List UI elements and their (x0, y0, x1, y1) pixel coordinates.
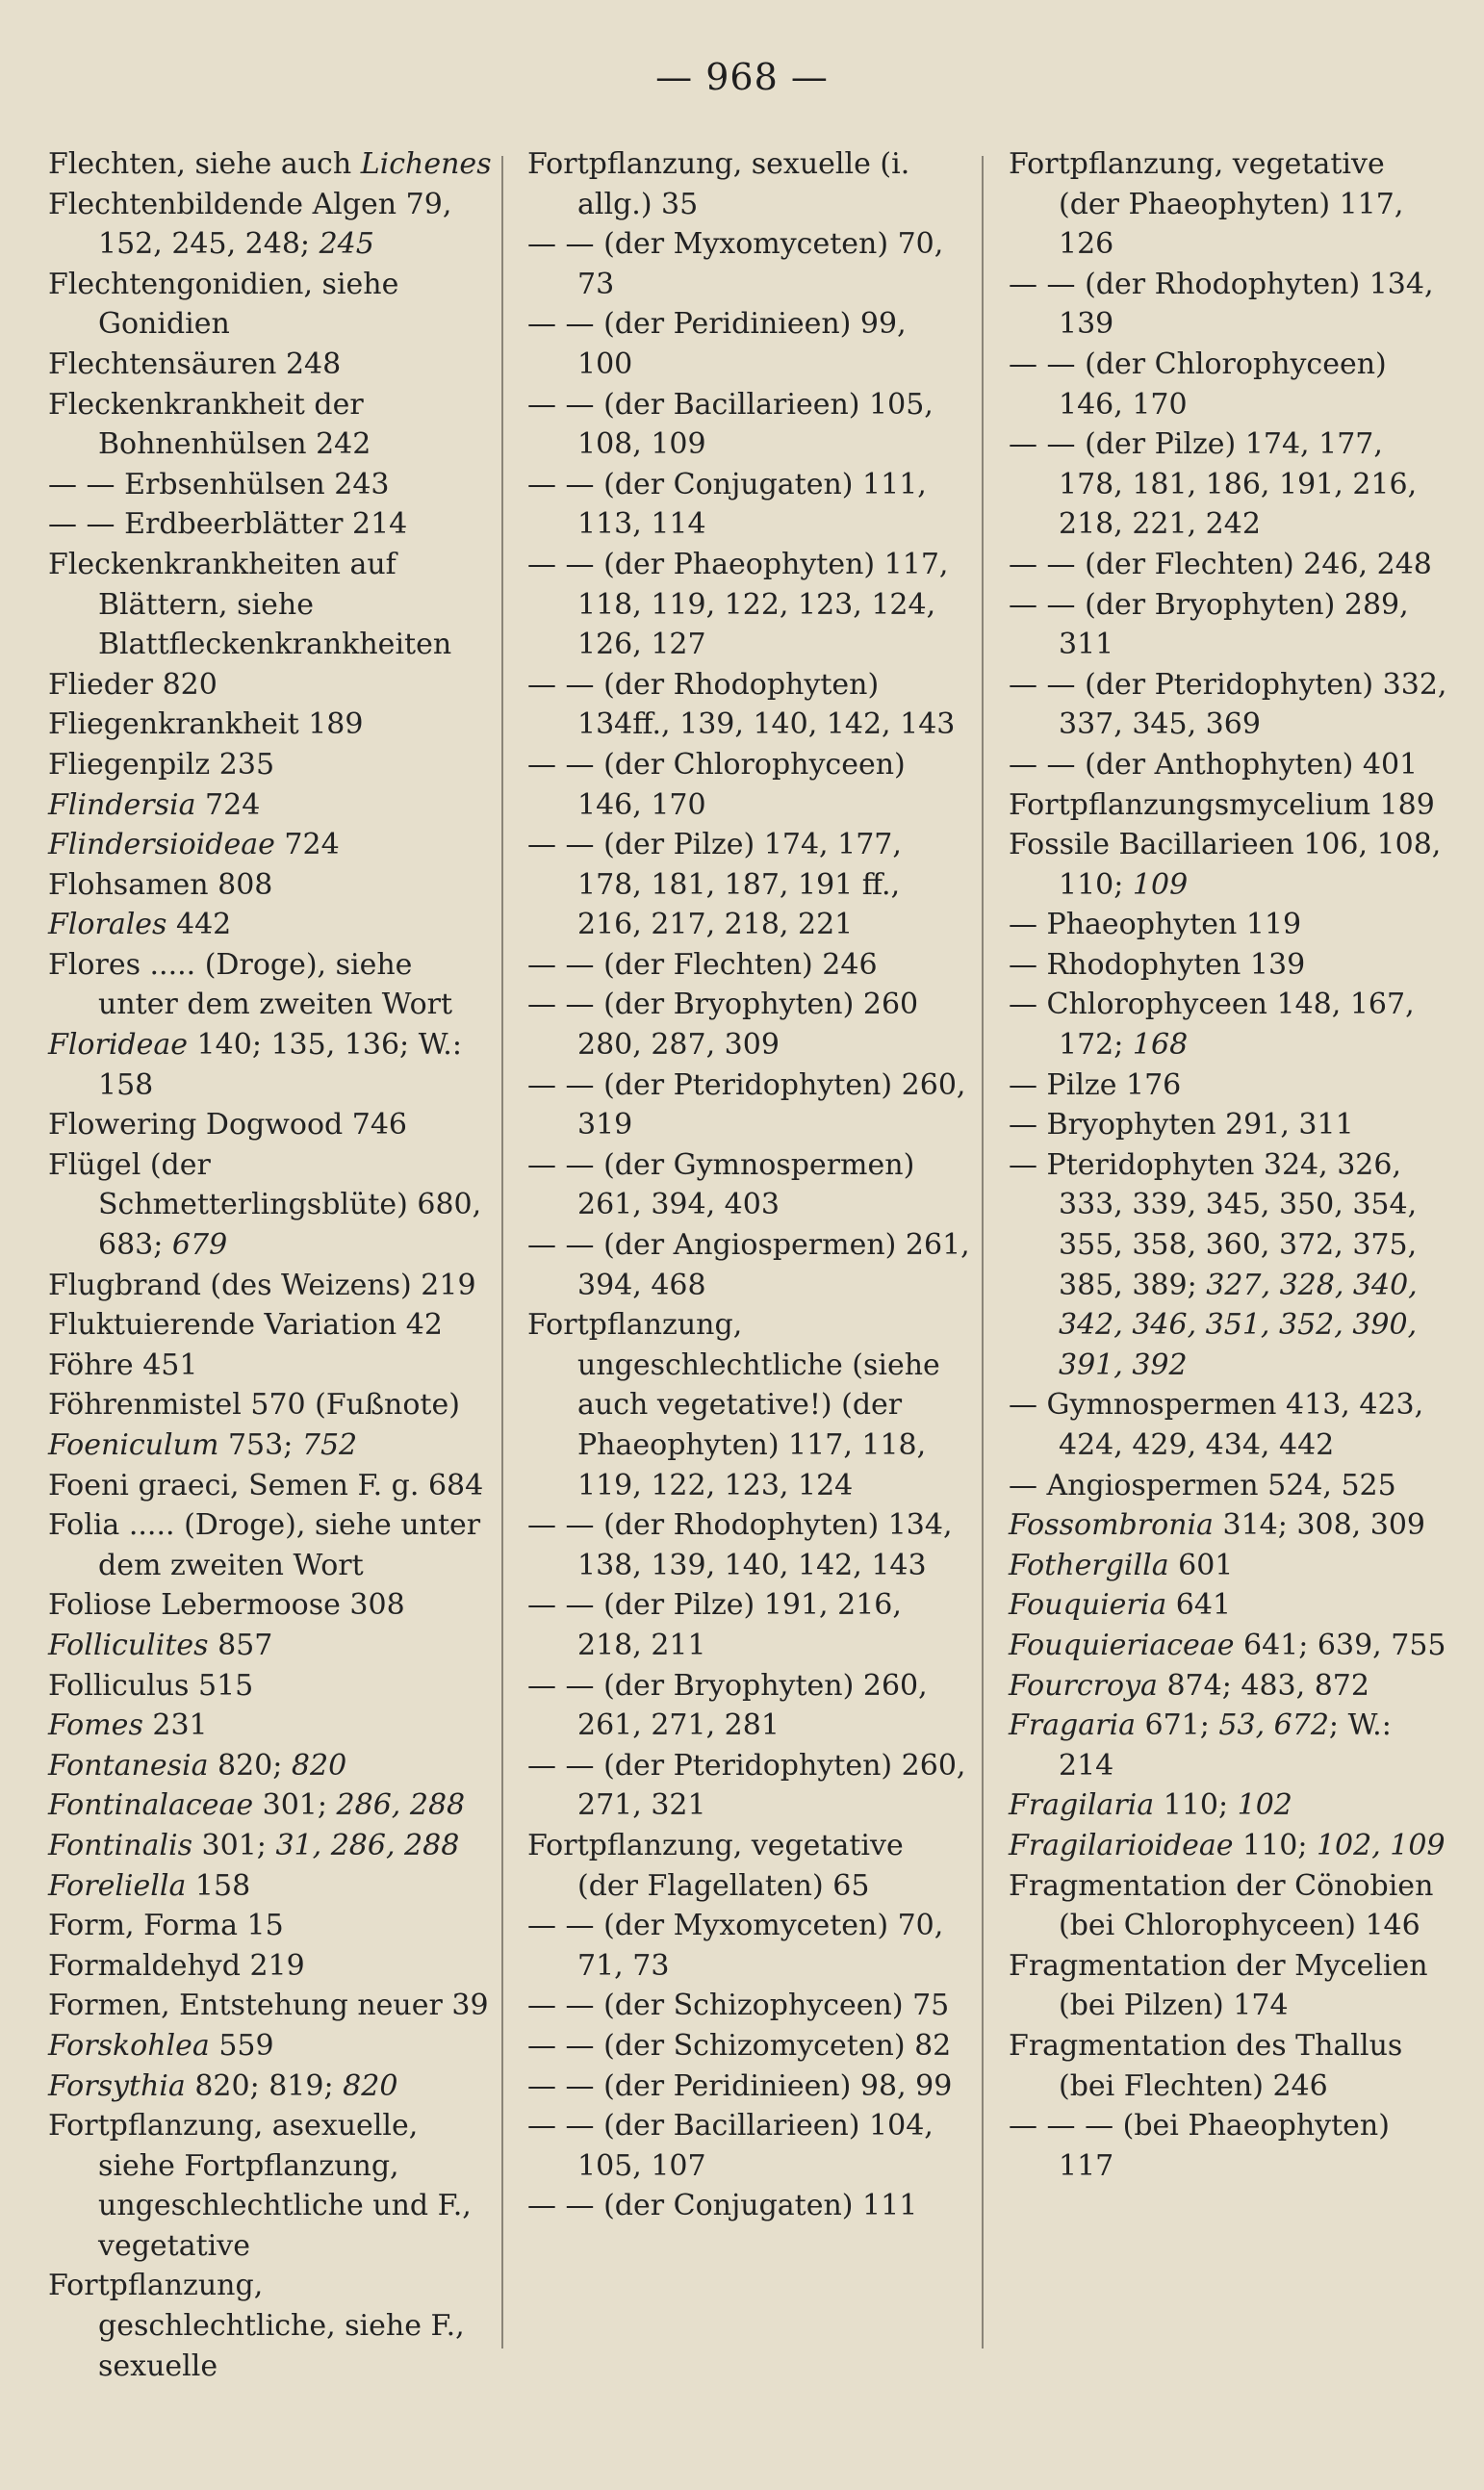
index-entry (48, 2026, 493, 2066)
entry-text: Fragmentation des Thallus (bei Flechten) 246 (1009, 2028, 1403, 2103)
index-entry (527, 1065, 970, 1145)
index-entry (48, 385, 493, 465)
index-entry (527, 985, 970, 1065)
entry-text: Föhrenmistel 570 (Fußnote) (48, 1388, 460, 1423)
index-entry (1009, 1385, 1451, 1465)
entry-text: — — (der Bryophyten) 260, 261, 271, 281 (527, 1668, 928, 1743)
entry-text: — — (der Conjugaten) 111 (527, 2189, 918, 2223)
entry-text: — — (der Flechten) 246, 248 (1009, 547, 1432, 581)
index-entry (527, 2106, 970, 2186)
entry-text: Form, Forma 15 (48, 1909, 284, 1943)
entry-text: Fliegenpilz 235 (48, 747, 275, 782)
entry-text: — — (der Rhodophyten) 134, 139 (1009, 267, 1434, 342)
index-entry (1009, 1826, 1451, 1866)
index-entry (48, 2106, 493, 2266)
index-entry (48, 1305, 493, 1346)
index-entry (1009, 424, 1451, 545)
entry-italic-text: 327, 328, 340, 342, 346, 351, 352, 390, 391, 392 (1059, 1268, 1418, 1382)
index-entry (1009, 1105, 1451, 1145)
entry-text: — — (der Pilze) 174, 177, 178, 181, 186, 191, 216, 218, 221, 242 (1009, 427, 1418, 542)
entry-text: Fluktuierende Variation 42 (48, 1308, 443, 1343)
index-entry (527, 304, 970, 384)
entry-text: — — (der Pteridophyten) 260, 319 (527, 1067, 966, 1142)
index-entry (1009, 585, 1451, 665)
entry-text: — — (der Anthophyten) 401 (1009, 747, 1419, 782)
index-entry (48, 545, 493, 665)
entry-text: 874; 483, 872 (1157, 1668, 1369, 1703)
entry-text: 671; (1135, 1708, 1219, 1743)
index-entry (1009, 1866, 1451, 1946)
index-entry (1009, 825, 1451, 905)
index-column-2 (527, 144, 970, 2226)
index-entry (1009, 1706, 1451, 1785)
index-entry (48, 1785, 493, 1826)
index-column-1 (48, 144, 493, 2386)
entry-text: Fortpflanzung, vegetative (der Phaeophyten) 117, 126 (1009, 147, 1404, 262)
entry-text: Foliose Lebermoose 308 (48, 1588, 405, 1623)
index-entry (527, 1145, 970, 1225)
entry-text: Flügel (der Schmetterlingsblüte) 680, 683; (48, 1147, 482, 1263)
entry-text: Flugbrand (des Weizens) 219 (48, 1268, 476, 1302)
entry-text: — — (der Bacillarieen) 104, 105, 107 (527, 2109, 934, 2183)
index-entry (48, 865, 493, 906)
entry-italic-text: 102 (1237, 1788, 1292, 1823)
entry-text: — Rhodophyten 139 (1009, 947, 1306, 982)
entry-text: Flores ..... (Droge), siehe unter dem zweiten Wort (48, 947, 453, 1022)
column-divider-right (982, 156, 984, 2349)
index-entry (1009, 985, 1451, 1065)
index-column-3 (1009, 144, 1451, 2186)
entry-text: — — (der Bryophyten) 260 280, 287, 309 (527, 988, 919, 1063)
entry-text: — Phaeophyten 119 (1009, 908, 1302, 942)
entry-italic-text: 679 (171, 1228, 228, 1263)
entry-text: Fortpflanzungsmycelium 189 (1009, 787, 1435, 822)
index-entry (48, 345, 493, 385)
entry-italic-text: 245 (319, 227, 374, 262)
entry-text: Flechtensäuren 248 (48, 347, 342, 381)
entry-italic-text: 53, 672 (1218, 1708, 1329, 1743)
entry-text: Fortpflanzung, ungeschlechtliche (siehe auch vegetative!) (der Phaeophyten) 117, 118, 119, 122, 123, 124 (527, 1308, 940, 1502)
entry-text: Folia ..... (Droge), siehe unter dem zweiten Wort (48, 1508, 481, 1582)
entry-text: — — (der Myxomyceten) 70, 73 (527, 227, 944, 301)
entry-text: — — (der Peridinieen) 99, 100 (527, 307, 907, 381)
index-entry (527, 1986, 970, 2026)
entry-text: — Pteridophyten 324, 326, 333, 339, 345, 350, 354, 355, 358, 360, 372, 375, 385, 389; (1009, 1147, 1418, 1302)
index-entry (527, 1826, 970, 1906)
index-entry (1009, 1946, 1451, 2026)
entry-text: 559 (209, 2028, 274, 2063)
index-entry (527, 945, 970, 986)
index-entry (48, 1746, 493, 1786)
index-entry (48, 665, 493, 706)
entry-text: 857 (208, 1628, 273, 1662)
index-entry (48, 1946, 493, 1987)
index-entry (1009, 1145, 1451, 1386)
entry-text: Fortpflanzung, asexuelle, siehe Fortpflanzung, ungeschlechtliche und F., vegetative (48, 2109, 472, 2263)
entry-italic-text: Fourcroya (1009, 1668, 1158, 1703)
column-divider-left (501, 156, 503, 2349)
entry-text: 110; (1154, 1788, 1238, 1823)
index-entry (48, 1666, 493, 1707)
entry-text: — — (der Bacillarieen) 105, 108, 109 (527, 387, 934, 462)
entry-text: Flechtenbildende Algen 79, 152, 245, 248; (48, 187, 452, 262)
entry-text: Fragmentation der Cönobien (bei Chlorophyceen) 146 (1009, 1868, 1434, 1943)
entry-text: 158 (186, 1868, 251, 1903)
entry-text: Fragmentation der Mycelien (bei Pilzen) 174 (1009, 1948, 1428, 2023)
index-entry (48, 745, 493, 785)
entry-text: — — (der Rhodophyten) 134, 138, 139, 140, 142, 143 (527, 1508, 953, 1582)
entry-text: — — (der Bryophyten) 289, 311 (1009, 587, 1409, 662)
entry-italic-text: Fontinalaceae (48, 1788, 254, 1823)
entry-text: 820; (208, 1748, 292, 1783)
index-entry (48, 785, 493, 826)
index-entry (527, 545, 970, 665)
entry-italic-text: 102, 109 (1316, 1828, 1446, 1862)
index-entry (48, 1505, 493, 1585)
entry-text: — — (der Pteridophyten) 260, 271, 321 (527, 1748, 966, 1823)
index-entry (527, 385, 970, 465)
entry-text: 110; (1233, 1828, 1317, 1862)
index-entry (527, 1585, 970, 1665)
entry-italic-text: Flindersioideae (48, 828, 275, 862)
index-entry (527, 144, 970, 224)
index-entry (1009, 1505, 1451, 1546)
index-entry (1009, 1585, 1451, 1626)
index-entry (48, 504, 493, 545)
entry-italic-text: 168 (1132, 1028, 1189, 1063)
index-entry (1009, 1546, 1451, 1586)
entry-text: Formaldehyd 219 (48, 1948, 305, 1983)
entry-italic-text: Fouquieria (1009, 1588, 1167, 1623)
entry-text: 140; 135, 136; W.: 158 (98, 1028, 462, 1102)
entry-text: Fortpflanzung, sexuelle (i. allg.) 35 (527, 147, 910, 221)
index-entry (1009, 905, 1451, 945)
index-entry (48, 1105, 493, 1145)
entry-text: Fleckenkrankheit der Bohnenhülsen 242 (48, 387, 371, 462)
index-entry (48, 1986, 493, 2026)
entry-text: Flieder 820 (48, 667, 217, 702)
index-entry (1009, 2026, 1451, 2106)
index-entry (48, 144, 493, 185)
entry-text: — — Erdbeerblätter 214 (48, 507, 408, 542)
index-entry (48, 1025, 493, 1105)
index-entry (527, 1906, 970, 1986)
entry-text: Flowering Dogwood 746 (48, 1108, 408, 1142)
entry-text: 641 (1166, 1588, 1232, 1623)
index-entry (1009, 144, 1451, 265)
index-entry (527, 465, 970, 545)
entry-italic-text: Fontanesia (48, 1748, 209, 1783)
entry-text: — — (der Chlorophyceen) 146, 170 (1009, 347, 1387, 422)
index-entry (1009, 945, 1451, 986)
index-entry (1009, 745, 1451, 785)
entry-italic-text: Fouquieriaceae (1009, 1628, 1235, 1662)
entry-text: — — (der Chlorophyceen) 146, 170 (527, 747, 906, 822)
entry-italic-text: Fragaria (1009, 1708, 1136, 1743)
entry-italic-text: Fontinalis (48, 1828, 192, 1862)
index-entry (1009, 1666, 1451, 1707)
entry-italic-text: Florideae (48, 1028, 189, 1063)
index-entry (527, 2186, 970, 2226)
entry-text: — — (der Schizophyceen) 75 (527, 1989, 950, 2023)
entry-italic-text: Foeniculum (48, 1428, 219, 1462)
entry-text: — — — (bei Phaeophyten) 117 (1009, 2109, 1390, 2183)
entry-text: Flechten, siehe auch (48, 147, 361, 181)
entry-text: — Bryophyten 291, 311 (1009, 1108, 1354, 1142)
index-entry (1009, 2106, 1451, 2186)
entry-text: — — (der Phaeophyten) 117, 118, 119, 122, 123, 124, 126, 127 (527, 547, 949, 662)
entry-text: Fortpflanzung, vegetative (der Flagellaten) 65 (527, 1828, 904, 1903)
entry-text: — — (der Peridinieen) 98, 99 (527, 2068, 953, 2103)
entry-italic-text: Fothergilla (1009, 1548, 1169, 1582)
entry-text: 231 (142, 1708, 208, 1743)
entry-text: — — (der Pteridophyten) 332, 337, 345, 369 (1009, 667, 1447, 742)
index-entry (527, 745, 970, 825)
entry-text: 301; (192, 1828, 276, 1862)
index-entry (48, 1585, 493, 1626)
index-entry (1009, 1065, 1451, 1106)
index-entry (48, 465, 493, 505)
entry-text: 301; (253, 1788, 337, 1823)
entry-text: Fossile Bacillarieen 106, 108, 110; (1009, 828, 1442, 902)
entry-text: 753; (218, 1428, 302, 1462)
entry-text: Fliegenkrankheit 189 (48, 707, 364, 742)
entry-text: Fortpflanzung, geschlechtliche, siehe F., sexuelle (48, 2269, 465, 2383)
entry-italic-text: Flindersia (48, 787, 196, 822)
entry-italic-text: 31, 286, 288 (275, 1828, 460, 1862)
entry-text: Folliculus 515 (48, 1668, 254, 1703)
entry-text: 724 (274, 828, 340, 862)
index-entry (527, 825, 970, 945)
index-entry (48, 1826, 493, 1866)
index-entry (48, 1346, 493, 1386)
index-entry (48, 1466, 493, 1506)
index-entry (48, 2266, 493, 2386)
entry-italic-text: Fragilarioideae (1009, 1828, 1234, 1862)
index-entry (527, 1305, 970, 1505)
entry-text: — — (der Rhodophyten) 134ff., 139, 140, 142, 143 (527, 667, 956, 742)
index-entry (48, 1145, 493, 1266)
entry-text: 601 (1168, 1548, 1234, 1582)
index-entry (48, 1626, 493, 1666)
entry-italic-text: 109 (1132, 867, 1189, 902)
entry-italic-text: Foreliella (48, 1868, 187, 1903)
page-number: — 968 — (655, 56, 829, 98)
entry-italic-text: Fomes (48, 1708, 143, 1743)
entry-text: — — (der Gymnospermen) 261, 394, 403 (527, 1147, 915, 1222)
entry-text: 724 (195, 787, 261, 822)
entry-italic-text: Florales (48, 908, 167, 942)
index-entry (48, 1385, 493, 1425)
index-entry (48, 705, 493, 745)
entry-text: ; W.: 214 (1059, 1708, 1392, 1783)
index-entry (48, 1906, 493, 1946)
entry-italic-text: 752 (301, 1428, 358, 1462)
entry-text: — — (der Myxomyceten) 70, 71, 73 (527, 1909, 944, 1983)
index-entry (48, 825, 493, 865)
entry-text: 442 (166, 908, 232, 942)
entry-italic-text: 820 (343, 2068, 398, 2103)
entry-italic-text: 286, 288 (336, 1788, 466, 1823)
entry-italic-text: Forskohlea (48, 2028, 210, 2063)
entry-text: — — (der Conjugaten) 111, 113, 114 (527, 467, 927, 542)
entry-italic-text: Folliculites (48, 1628, 209, 1662)
index-entry (1009, 785, 1451, 826)
entry-text: — — (der Angiospermen) 261, 394, 468 (527, 1228, 970, 1302)
entry-text: — Gymnospermen 413, 423, 424, 429, 434, 442 (1009, 1388, 1424, 1462)
index-entry (48, 1266, 493, 1306)
index-entry (48, 265, 493, 345)
index-entry (1009, 345, 1451, 424)
index-entry (1009, 665, 1451, 745)
index-entry (527, 1225, 970, 1305)
entry-text: — — Erbsenhülsen 243 (48, 467, 390, 501)
index-entry (527, 1505, 970, 1585)
entry-italic-text: Forsythia (48, 2068, 186, 2103)
index-entry (1009, 1785, 1451, 1826)
index-entry (48, 185, 493, 265)
entry-text: 314; 308, 309 (1213, 1508, 1425, 1543)
index-entry (48, 1866, 493, 1907)
index-entry (527, 1746, 970, 1826)
index-entry (48, 1706, 493, 1746)
entry-text: Foeni graeci, Semen F. g. 684 (48, 1468, 484, 1502)
entry-text: Föhre 451 (48, 1348, 198, 1382)
entry-text: Flechtengonidien, siehe Gonidien (48, 267, 399, 342)
index-entry (1009, 1466, 1451, 1506)
entry-italic-text: Lichenes (360, 147, 492, 181)
index-entry (527, 1666, 970, 1746)
entry-text: — Chlorophyceen 148, 167, 172; (1009, 988, 1415, 1063)
entry-text: Fleckenkrankheiten auf Blättern, siehe Blattfleckenkrankheiten (48, 547, 452, 662)
index-entry (1009, 545, 1451, 585)
index-entry (527, 224, 970, 304)
entry-italic-text: Fragilaria (1009, 1788, 1155, 1823)
index-entry (1009, 1626, 1451, 1666)
entry-text: — — (der Flechten) 246 (527, 947, 878, 982)
index-entry (527, 2066, 970, 2107)
entry-text: — — (der Pilze) 174, 177, 178, 181, 187, 191 ff., 216, 217, 218, 221 (527, 828, 902, 942)
index-entry (48, 1425, 493, 1466)
index-entry (527, 665, 970, 745)
entry-text: — — (der Pilze) 191, 216, 218, 211 (527, 1588, 902, 1662)
index-entry (48, 2066, 493, 2107)
entry-text: Flohsamen 808 (48, 867, 273, 902)
index-entry (48, 905, 493, 945)
entry-text: Formen, Entstehung neuer 39 (48, 1989, 489, 2023)
index-entry (1009, 265, 1451, 345)
entry-text: — Angiospermen 524, 525 (1009, 1468, 1396, 1502)
entry-text: — Pilze 176 (1009, 1067, 1182, 1102)
entry-italic-text: 820 (291, 1748, 347, 1783)
index-entry (48, 945, 493, 1025)
entry-italic-text: Fossombronia (1009, 1508, 1214, 1543)
entry-text: 820; 819; (185, 2068, 344, 2103)
entry-text: 641; 639, 755 (1234, 1628, 1446, 1662)
entry-text: — — (der Schizomyceten) 82 (527, 2028, 952, 2063)
index-entry (527, 2026, 970, 2066)
